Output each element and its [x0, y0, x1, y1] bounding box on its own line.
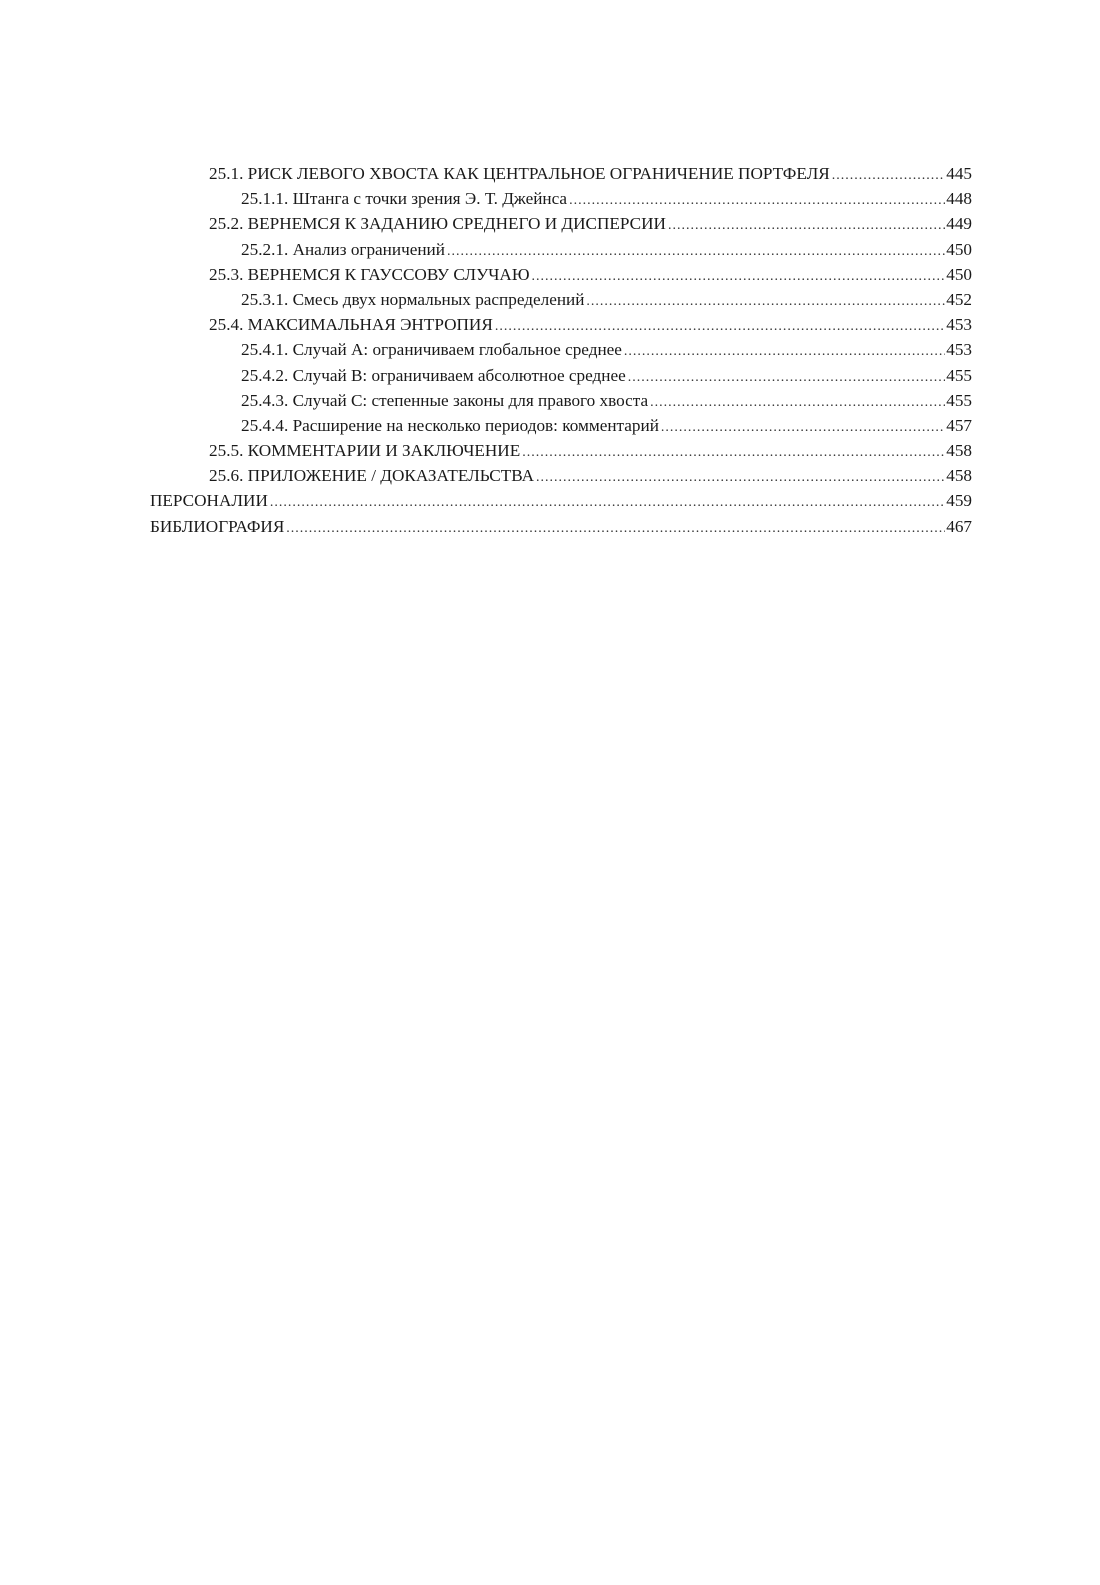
dot-leader: [522, 440, 945, 465]
table-of-contents: [150, 161, 972, 539]
dot-leader: [270, 490, 945, 515]
dot-leader: [628, 365, 945, 390]
toc-entry-page: 467: [946, 516, 972, 536]
toc-entry[interactable]: [150, 237, 972, 262]
toc-entry-page: 448: [946, 189, 972, 209]
toc-entry-title: 25.4. МАКСИМАЛЬНАЯ ЭНТРОПИЯ: [209, 315, 493, 335]
toc-entry-title: 25.2. ВЕРНЕМСЯ К ЗАДАНИЮ СРЕДНЕГО И ДИСПЕРСИИ: [209, 214, 666, 234]
toc-entry[interactable]: [150, 438, 972, 463]
toc-entry[interactable]: [150, 363, 972, 388]
toc-entry[interactable]: [150, 186, 972, 211]
dot-leader: [286, 516, 945, 541]
toc-entry[interactable]: [150, 488, 972, 513]
toc-entry-page: 452: [946, 289, 972, 309]
toc-entry-page: 453: [946, 340, 972, 360]
toc-entry-page: 450: [946, 264, 972, 284]
dot-leader: [569, 188, 945, 213]
toc-entry[interactable]: [150, 463, 972, 488]
toc-entry-title: ПЕРСОНАЛИИ: [150, 491, 268, 511]
toc-entry-title: 25.6. ПРИЛОЖЕНИЕ / ДОКАЗАТЕЛЬСТВА: [209, 466, 535, 486]
toc-entry-title: 25.4.3. Случай C: степенные законы для правого хвоста: [241, 390, 649, 410]
toc-entry[interactable]: [150, 262, 972, 287]
dot-leader: [532, 264, 946, 289]
toc-entry-page: 449: [946, 214, 972, 234]
toc-entry-title: 25.1.1. Штанга с точки зрения Э. Т. Джейнса: [241, 189, 568, 209]
dot-leader: [447, 239, 945, 264]
dot-leader: [624, 339, 945, 364]
toc-entry[interactable]: [150, 337, 972, 362]
toc-entry-title: 25.3. ВЕРНЕМСЯ К ГАУССОВУ СЛУЧАЮ: [209, 264, 530, 284]
toc-entry-title: 25.4.2. Случай B: ограничиваем абсолютное среднее: [241, 365, 626, 385]
toc-entry[interactable]: [150, 514, 972, 539]
dot-leader: [668, 213, 945, 238]
toc-entry-page: 457: [946, 415, 972, 435]
toc-entry-title: 25.5. КОММЕНТАРИИ И ЗАКЛЮЧЕНИЕ: [209, 441, 521, 461]
toc-entry-page: 458: [946, 441, 972, 461]
toc-entry-page: 455: [946, 365, 972, 385]
toc-entry[interactable]: [150, 413, 972, 438]
toc-entry-title: 25.4.4. Расширение на несколько периодов: комментарий: [241, 415, 659, 435]
toc-entry-page: 445: [946, 164, 972, 183]
toc-entry-page: 455: [946, 390, 972, 410]
toc-entry-page: 453: [946, 315, 972, 335]
toc-entry-page: 459: [946, 491, 972, 511]
toc-entry-title: 25.3.1. Смесь двух нормальных распределений: [241, 289, 585, 309]
toc-entry[interactable]: [150, 287, 972, 312]
toc-entry-page: 450: [946, 239, 972, 259]
toc-entry[interactable]: [150, 211, 972, 236]
toc-entry-title: 25.1. РИСК ЛЕВОГО ХВОСТА КАК ЦЕНТРАЛЬНОЕ ОГРАНИЧЕНИЕ ПОРТФЕЛЯ: [209, 164, 830, 183]
dot-leader: [495, 314, 945, 339]
dot-leader: [650, 390, 945, 415]
dot-leader: [536, 465, 945, 490]
toc-entry-page: 458: [946, 466, 972, 486]
toc-entry[interactable]: [150, 312, 972, 337]
toc-entry-title: 25.2.1. Анализ ограничений: [241, 239, 445, 259]
dot-leader: [586, 289, 945, 314]
dot-leader: [661, 415, 945, 440]
toc-entry-title: БИБЛИОГРАФИЯ: [150, 516, 285, 536]
toc-entry[interactable]: [150, 161, 972, 186]
toc-entry[interactable]: [150, 388, 972, 413]
dot-leader: [832, 163, 945, 188]
toc-entry-title: 25.4.1. Случай A: ограничиваем глобальное среднее: [241, 340, 622, 360]
